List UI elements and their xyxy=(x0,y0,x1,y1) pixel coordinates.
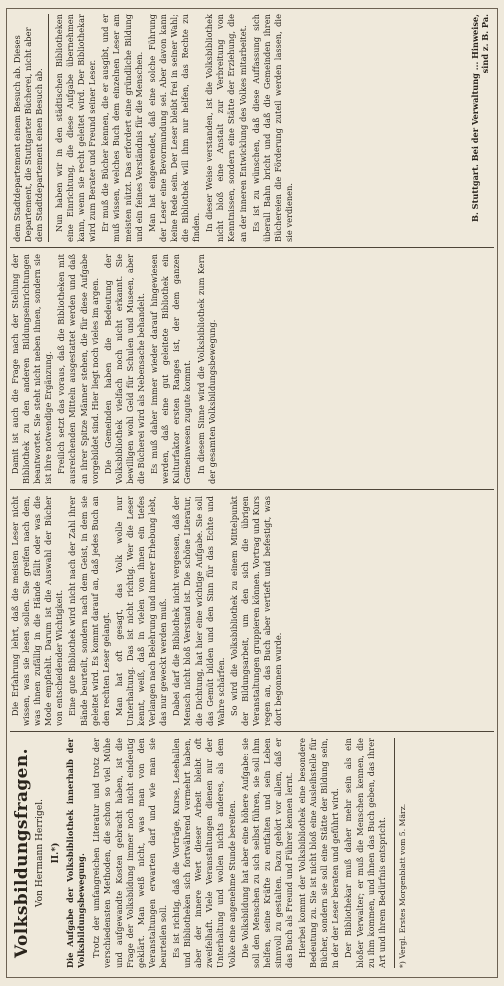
paragraph: Trotz der umfangreichen Literatur und trotz der verschiedensten Methoden, die schon so viel Mühe und aufgewandte Kosten gebracht haben, ist die Frage der Volksbildung immer noch nicht eindeutig geklärt. Man weiß nicht, was man von den Veranstaltungen erwarten darf und wie man sie beurteilen soll. xyxy=(91,738,168,968)
paragraph: Die Gemeinden haben die Bedeutung der Volksbibliothek vielfach noch nicht erkannt. Sie bewilligen wohl Geld für Schulen und Museen, aber die Bücherei wird als Nebensache behandelt. xyxy=(102,254,147,484)
paragraph: Der Bibliothekar muß daher mehr sein als ein bloßer Verwalter; er muß die Menschen kennen, die zu ihm kommen, und ihnen das Buch geben, das ihrer Art und ihrem Bedürfnis entspricht. xyxy=(343,738,387,968)
paragraph: Die Volksbildung hat aber eine höhere Aufgabe: sie soll den Menschen zu sich selbst führen, sie soll ihm helfen, seine Kräfte zu entfalten und sein Leben sinnvoll zu gestalten. Dazu gehört vor allem, daß er das Buch als Freund und Führer kennen lernt. xyxy=(239,738,294,968)
paragraph: Damit ist auch die Frage nach der Stellung der Bibliothek zu den anderen Bildungseinrichtungen beantwortet. Sie steht nicht neben ihnen, sondern sie ist ihre notwendige Ergänzung. xyxy=(10,254,54,484)
article-section-number: II.*) xyxy=(51,842,62,864)
paragraph: Es ist richtig, daß die Vorträge, Kurse, Lesehallen und Bibliotheken sich fortwährend vermehrt haben, aber der innere Wert dieser Arbeit bleibt oft zweifelhaft. Viele Veranstaltungen dienen nur der Unterhaltung und wollen nichts anderes, als dem Volke eine angenehme Stunde bereiten. xyxy=(171,738,237,968)
paragraph: Nun haben wir in den städtischen Bibliotheken eine Einrichtung, die diese Aufgabe übernehmen kann, wenn sie recht geleitet wird. Der Bibliothekar wird zum Berater und Freund seiner Leser. xyxy=(54,14,98,242)
paragraph: Es ist zu wünschen, daß diese Auffassung sich überall Bahn bricht und daß die Gemeinden ihren Büchereien die Förderung zuteil werden lassen, die sie verdienen. xyxy=(250,14,294,242)
footnote: *) Vergl. Erstes Morgenblatt vom 5. März. xyxy=(394,738,408,968)
article-lead: Die Aufgabe der Volksbibliothek innerhalb der Volksbildungsbewegung. xyxy=(65,738,87,968)
article-column-3 xyxy=(10,254,494,484)
paragraph: Dabei darf die Bibliothek nicht vergessen, daß der Mensch nicht bloß Verstand ist. Die schöne Literatur, die Dichtung, hat hier eine wichtige Aufgabe. Sie soll das Gemüt bilden und den Sinn für das Echte und Wahre schärfen. xyxy=(171,496,226,726)
article-byline: Von Hermann Herrigel. xyxy=(35,798,45,908)
paragraph: In diesem Sinne wird die Volksbibliothek zum Kern der gesamten Volksbildungsbewegung. xyxy=(195,254,217,484)
closing-line: B. Stuttgart. Bei der Verwaltung ... Hinweise, sind z. B. Pa. xyxy=(470,14,490,222)
article-column-4 xyxy=(54,14,494,242)
paragraph: Freilich setzt das voraus, daß die Bibliotheken mit ausreichenden Mitteln ausgestattet werden und daß an ihrer Spitze Männer stehen, die für diese Aufgabe vorgebildet sind. Hier liegt noch vieles im argen. xyxy=(56,254,100,484)
column-rule xyxy=(10,731,494,732)
article-column-1 xyxy=(10,738,494,968)
paragraph: Man hat oft gesagt, das Volk wolle nur Unterhaltung. Das ist nicht richtig. Wer die Leser kennt, weiß, daß in vielen von ihnen ein tiefes Verlangen nach Belehrung und innerer Erhebung lebt, das nur geweckt werden muß. xyxy=(113,496,169,726)
paragraph: Er muß die Bücher kennen, die er ausgibt, und er muß wissen, welches Buch dem einzelnen Leser am meisten nützt. Das erfordert eine gründliche Bildung und ein feines Verständnis für die Menschen. xyxy=(100,14,144,242)
paragraph: Die Erfahrung lehrt, daß die meisten Leser nicht wissen, was sie lesen sollen. Sie greifen nach dem, was ihnen zufällig in die Hände fällt oder was die Mode empfiehlt. Darum ist die Auswahl der Bücher von entscheidender Wichtigkeit. xyxy=(10,496,65,726)
paragraph: In dieser Weise verstanden, ist die Volksbibliothek nicht bloß eine Anstalt zur Verbreitung von Kenntnissen, sondern eine Stätte der Erziehung, die an der inneren Entwicklung des Volkes mitarbeitet. xyxy=(204,14,248,242)
article-title: Volksbildungsfragen. xyxy=(12,748,32,958)
paragraph: Man hat eingewendet, daß eine solche Führung der Leser eine Bevormundung sei. Aber davon kann keine Rede sein. Der Leser bleibt frei in seiner Wahl; die Bibliothek will ihm nur helfen, das Rechte zu finden. xyxy=(146,14,202,242)
column-rule xyxy=(10,247,494,248)
strip-rule xyxy=(48,14,49,242)
paragraph: Es muß daher immer wieder darauf hingewiesen werden, daß eine gut geleitete Bibliothek ein Kulturfaktor ersten Ranges ist, der dem ganzen Gemeinwesen zugute kommt. xyxy=(149,254,193,484)
article-column-2 xyxy=(10,496,494,726)
top-strip-note: dem Stadtdepartement einem Besuch ab. Dieses Departement, die Stuttgarter Bücherei, nicht aber dem Stadtdepartement einen Besuch ab. xyxy=(12,27,44,242)
paragraph: Eine gute Bibliothek wird nicht nach der Zahl ihrer Bände beurteilt, sondern nach dem Geist, in dem sie geleitet wird. Es kommt darauf an, daß jedes Buch an den rechten Leser gelangt. xyxy=(67,496,111,726)
column-rule xyxy=(10,489,494,490)
paragraph: Hierbei kommt der Volksbibliothek eine besondere Bedeutung zu. Sie ist nicht bloß eine Ausleihstelle für Bücher, sondern sie soll eine Stätte der Bildung sein, in der der Leser beraten und geführt wird. xyxy=(297,738,341,968)
paragraph: So wird die Volksbibliothek zu einem Mittelpunkt der Bildungsarbeit, um den sich die übrigen Veranstaltungen gruppieren können. Vortrag und Kurs regen an, das Buch aber vertieft und befestigt, was dort begonnen wurde. xyxy=(228,496,284,726)
